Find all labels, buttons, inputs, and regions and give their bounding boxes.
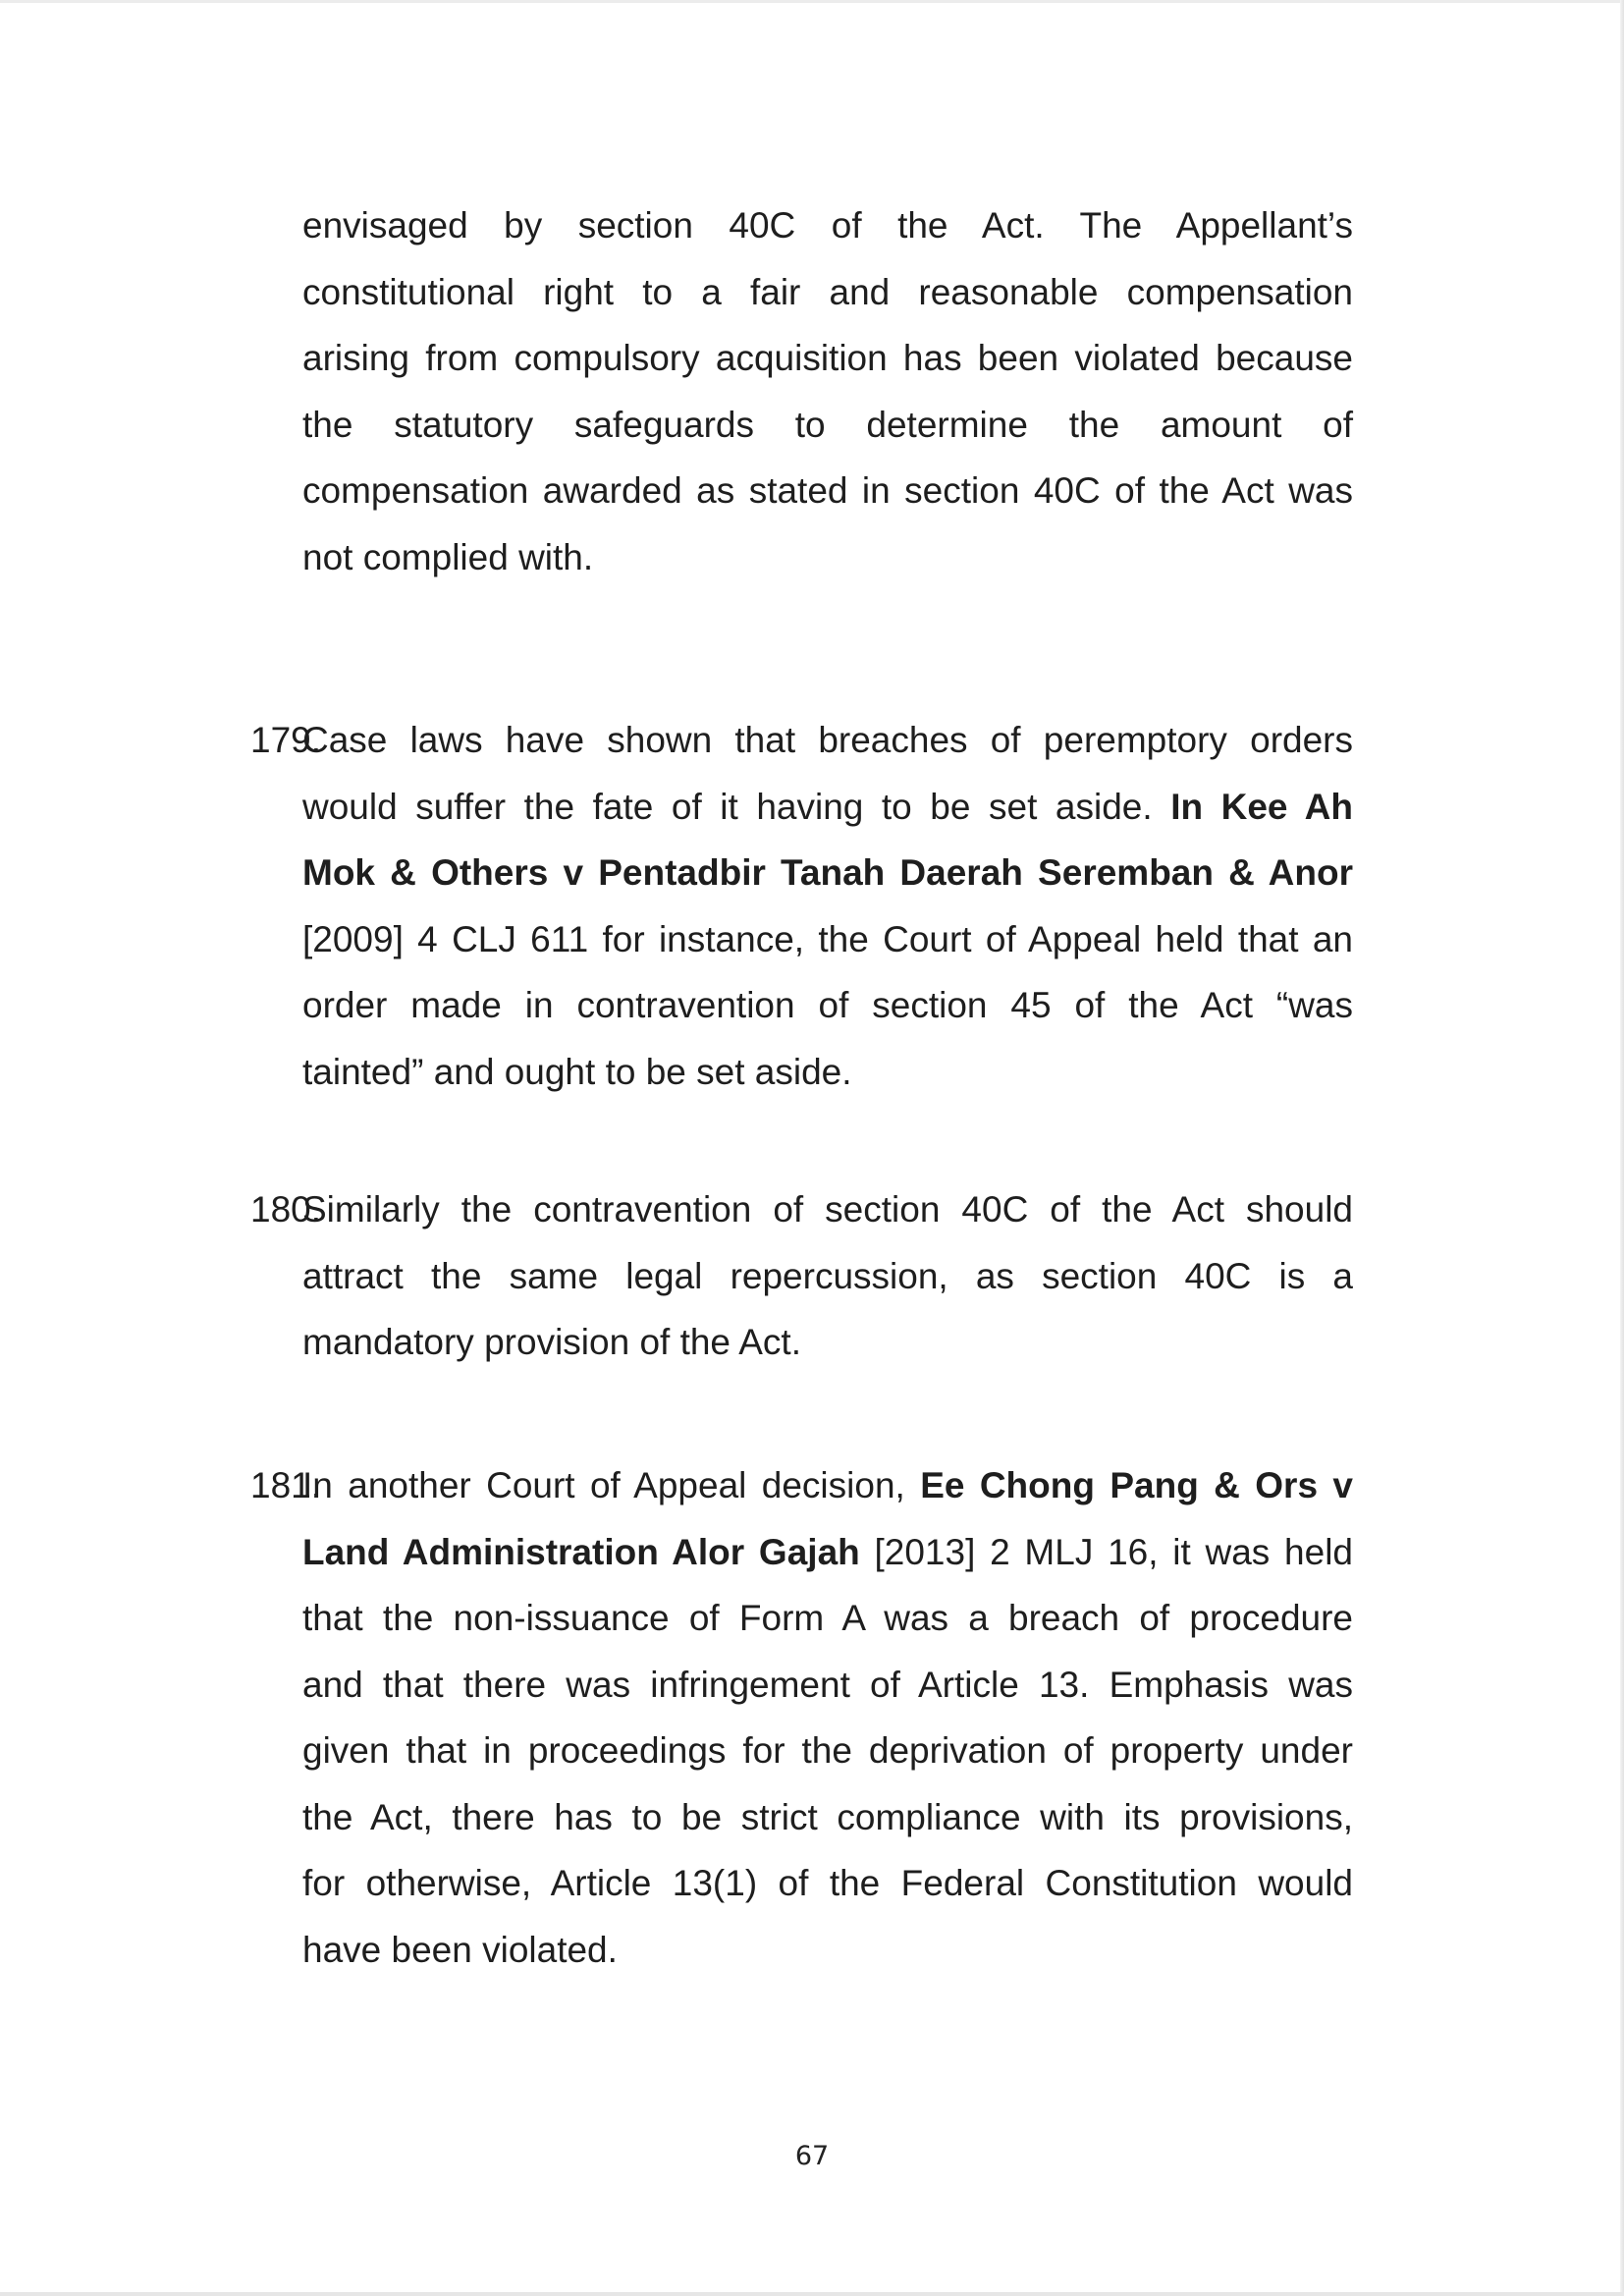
text-line [302,1850,1353,1917]
text-line [302,1718,1353,1784]
text-run: the Act, there has to be strict compliance with its provisions, [302,1796,1353,1837]
text-line [302,707,1353,774]
text-line [302,1176,1353,1243]
text-run: mandatory provision of the Act. [302,1322,801,1362]
text-line: the statutory safeguards to determine the amount of [302,404,1353,445]
paragraph-number-181: 181. [250,1465,322,1505]
case-citation: In Kee Ah [1170,786,1354,827]
text-run: [2013] 2 MLJ 16, it was held [859,1531,1353,1572]
text-line [302,1309,1353,1376]
text-line: not complied with. [302,536,594,577]
text-run: would suffer the fate of it having to be set aside. [302,786,1171,827]
text-line: constitutional right to a fair and reasonable compensation [302,271,1353,312]
text-run: that the non-issuance of Form A was a breach of procedure [302,1598,1353,1638]
paragraph-179 [302,707,1353,1105]
scan-edge-top [0,0,1624,3]
text-run: Similarly the contravention of section 40C of the Act should [302,1189,1353,1230]
text-line [302,774,1353,841]
text-line [302,1652,1353,1719]
text-run: have been violated. [302,1929,618,1970]
text-run: attract the same legal repercussion, as section 40C is a [302,1255,1353,1296]
text-line: envisaged by section 40C of the Act. The Appellant’s [302,205,1353,246]
text-run: and that there was infringement of Article 13. Emphasis was [302,1664,1353,1705]
paragraph-181 [302,1452,1353,1983]
text-line [302,972,1353,1039]
text-run: tainted” and ought to be set aside. [302,1051,852,1092]
continuation-paragraph [302,192,1353,590]
paragraph-number-180: 180. [250,1189,322,1230]
text-line [302,1585,1353,1652]
text-line [302,1519,1353,1586]
text-line [302,1039,1353,1106]
scan-edge-bottom [0,2292,1624,2296]
text-line: compensation awarded as stated in section 40C of the Act was [302,470,1353,511]
case-citation: Land Administration Alor Gajah [302,1531,860,1572]
text-run: for otherwise, Article 13(1) of the Federal Constitution would [302,1863,1353,1903]
text-run: given that in proceedings for the deprivation of property under [302,1730,1353,1771]
text-run: [2009] 4 CLJ 611 for instance, the Court of Appeal held that an [302,918,1353,959]
text-line [302,1452,1353,1519]
case-citation: Mok & Others v Pentadbir Tanah Daerah Seremban & Anor [302,852,1353,893]
text-line [302,1243,1353,1310]
text-run: In another Court of Appeal decision, [302,1465,921,1505]
text-run: Case laws have shown that breaches of peremptory orders [302,720,1353,760]
page-number: 67 [794,2141,830,2171]
text-line: arising from compulsory acquisition has been violated because [302,338,1353,378]
text-line [302,1917,1353,1984]
text-line [302,1784,1353,1851]
paragraph-number-179: 179. [250,720,322,760]
text-run: order made in contravention of section 45 of the Act “was [302,985,1353,1025]
text-line [302,906,1353,973]
text-line [302,840,1353,906]
scan-edge-right [1620,0,1624,2296]
case-citation: Ee Chong Pang & Ors v [920,1465,1353,1505]
paragraph-180 [302,1176,1353,1376]
